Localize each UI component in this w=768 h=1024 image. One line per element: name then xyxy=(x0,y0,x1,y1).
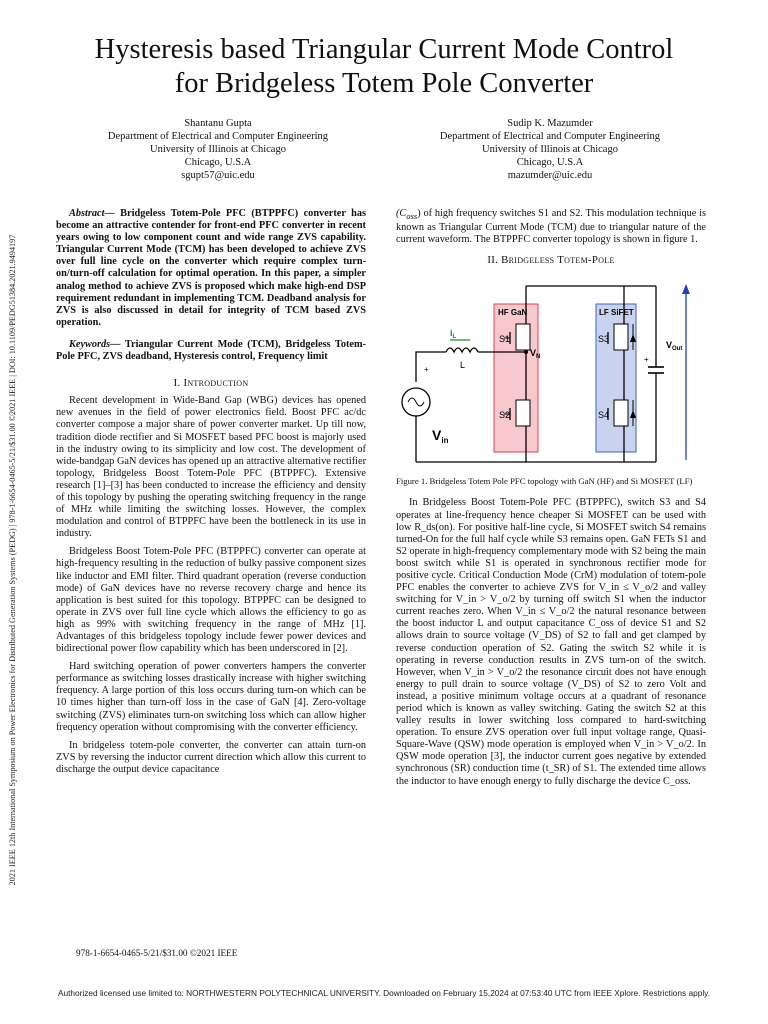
intro-paragraph-1: Recent development in Wide-Band Gap (WBG) devices has opened new avenues in the field of power electronics field. Boost PFC ac/dc converter compose a major share of power converter market. Up till now, tradition diode rectifier and Si MOSFET based PFC boost is majorly used in the industry owing to its simplicity and low cost. The development of wide-bandgap GaN devices has opened up an attractive alternative rectifier topology, Bridgeless Boost Totem-Pole PFC (BTPPFC). Extensive research [1]–[3] has been conducted to increase the efficiency and density of this topology by pushing the operating switching frequency in the range of MHz while limiting the switching losses. However, the complex modulation and control of BTPPFC have been the bottleneck in its use in industry. xyxy=(56,395,366,540)
paper-title xyxy=(40,33,728,101)
author-name: Sudip K. Mazumder xyxy=(507,118,593,129)
right-column xyxy=(396,208,706,794)
figure-1-caption: Figure 1. Bridgeless Totem Pole PFC topology with GaN (HF) and Si MOSFET (LF) xyxy=(396,476,693,487)
keywords-text: Triangular Current Mode (TCM), Bridgeless Totem-Pole PFC, ZVS deadband, Hysteresis control, Frequency limit xyxy=(56,338,366,363)
intro-paragraph-3: Hard switching operation of power converters hampers the converter performance as switching losses drastically increase with higher switching frequency. A large portion of this loss occurs during turn-on which can be 10 times higher than turn-off loss in the case of GaN [4]. Zero-voltage switching (ZVS) eliminates turn-on switching loss which can allow higher frequency operation without compromising with the converter efficiency. xyxy=(56,661,366,733)
section-heading-bridgeless: II. Bridgeless Totem-Pole xyxy=(487,254,615,267)
section-heading-introduction: I. Introduction xyxy=(173,377,249,390)
title-line-2: for Bridgeless Totem Pole Converter xyxy=(174,68,594,99)
author-email[interactable]: sgupt57@uic.edu xyxy=(181,170,255,181)
intro-paragraph-4: In bridgeless totem-pole converter, the converter can attain turn-on ZVS by reversing the inductor current direction which allow this current to discharge the output device capacitance xyxy=(56,739,366,775)
inductor-coil xyxy=(446,348,478,352)
hf-gan-label: HF GaN xyxy=(498,308,528,318)
keywords-label: Keywords— xyxy=(69,338,121,350)
author-dept: Department of Electrical and Computer Engineering xyxy=(439,131,661,142)
vout-arrowhead xyxy=(682,284,690,294)
cap-plus-label: + xyxy=(644,355,649,365)
license-footer: Authorized licensed use limited to: NORTHWESTERN POLYTECHNICAL UNIVERSITY. Downloaded on February 15,2024 at 07:53:40 UTC from IEEE Xplore. Restrictions apply. xyxy=(57,988,711,998)
abstract xyxy=(56,208,366,329)
author-dept: Department of Electrical and Computer Engineering xyxy=(107,131,329,142)
inductor-l-label: L xyxy=(460,360,466,371)
coss-symbol: (C xyxy=(396,208,407,219)
lf-sifet-label: LF SiFET xyxy=(599,308,634,318)
intro-paragraph-2: Bridgeless Boost Totem-Pole PFC (BTPPFC) converter can operate at high-frequency resulting in the reduction of bulky passive component sizes like inductor and EMI filter. Third quadrant operation (reverse conduction mode) of GaN devices have no reverse recovery charge and hence its application is best suited for this topology. BTPPFC can be designed to operate in ZVS over full line cycle which allows the efficiency to go as high as 99% with switching frequency in the range of MHz [1]. Advantages of this bridgeless topology include fewer power devices and bidirectional power flow capability which has been underscored in [2]. xyxy=(56,546,366,655)
source-top-wire xyxy=(416,352,446,382)
s1-label: S1 xyxy=(499,334,511,345)
right-paragraph-0 xyxy=(396,208,706,246)
left-column xyxy=(56,208,366,782)
right-paragraph-1: In Bridgeless Boost Totem-Pole PFC (BTPPFC), switch S3 and S4 operates at line-frequency hence cheaper Si MOSFET can be used with low R_ds(on). For positive half-line cycle, Si MOSFET switch S4 remains turned-On for the full half cycle while S3 remains open. GaN FETs S1 and S2 operate in high-frequency complementary mode with S2 being the main boost switch while S1 is operated in synchronous rectifier mode for positive cycle. Critical Conduction Mode (CrM) modulation of totem-pole PFC enables the converter to achieve ZVS for V_in ≤ V_o/2 and valley switching for V_in > V_o/2 by turning off switch S1 when the inductor current reaches zero. When V_in ≤ V_o/2 the natural resonance between the boost inductor L and output capacitance C_oss of device S1 and S2 allows drain to source voltage (V_DS) of S2 to fall and get clamped by reverse conduction operation of S2. Gating the switch S2 while it is operating in reverse conduction results in ZVS turn-on of the switch. However, when V_in > V_o/2 the resonance circuit does not have enough energy to pull drain to source voltage (V_DS) of S2 to zero Volt and instead, a positive minimum voltage occurs at a quadrant of resonance period which is known as valley switching. Gating the switch S2 at this valley results in lower switching loss compared to hard-switching operation. To ensure ZVS operation over full input voltage range, Quasi-Square-Wave (QSW) mode operation is employed when V_in > V_o/2. In QSW mode operation [3], the inductor current goes negative by extended synchronous (SR) conduction time (t_SR) of S1. The extended time allows the inductor to have enough energy to fully discharge the device C_oss. xyxy=(396,497,706,787)
coss-subscript: oss xyxy=(406,211,418,222)
author-univ: University of Illinois at Chicago xyxy=(150,144,286,155)
il-label: $i_L$ xyxy=(450,328,457,341)
author-block-2 xyxy=(420,117,680,182)
title-line-1: Hysteresis based Triangular Current Mode Control xyxy=(94,34,674,65)
copyright-notice: 978-1-6654-0465-5/21/$31.00 ©2021 IEEE xyxy=(76,948,238,958)
author-block-1 xyxy=(88,117,348,182)
s4-label: S4 xyxy=(598,410,610,421)
author-univ: University of Illinois at Chicago xyxy=(482,144,618,155)
author-city: Chicago, U.S.A xyxy=(184,157,252,168)
figure-1-circuit xyxy=(386,272,716,472)
vin-label: $V_{in}$ xyxy=(432,427,449,446)
abstract-text: Bridgeless Totem-Pole PFC (BTPPFC) converter has become an attractive contender for front-end PFC converter in recent years owing to low component count and wide range ZVS capability. Triangular Current Mode (TCM) has been developed to achieve ZVS over full line cycle on the converter which require complex turn-on/turn-off calculation for optimal operation. In this paper, a simpler analog method to achieve ZVS is proposed which make high-end DSP requirement redundant in implementing TCM. Deadband analysis for ZVS is also discussed in detail for integrity of TCM based ZVS operation. xyxy=(56,208,366,328)
abstract-label: Abstract— xyxy=(69,208,115,219)
s3-label: S3 xyxy=(598,334,610,345)
s2-label: S2 xyxy=(499,410,511,421)
keywords xyxy=(56,339,366,363)
vn-label: $V_N$ xyxy=(530,348,541,361)
vout-label: $V_{Out}$ xyxy=(666,340,683,353)
source-plus-label: + xyxy=(424,365,429,375)
author-email[interactable]: mazumder@uic.edu xyxy=(507,170,593,181)
author-city: Chicago, U.S.A xyxy=(516,157,584,168)
author-name: Shantanu Gupta xyxy=(184,118,252,129)
right-paragraph-0-text: ) of high frequency switches S1 and S2. This modulation technique is known as Triangular Current Mode (TCM) due to triangular nature of the current waveform. The BTPPFC converter topology is shown in figure 1. xyxy=(396,208,706,246)
doi-sidebar: 2021 IEEE 12th International Symposium on Power Electronics for Distributed Generation Systems (PEDG) | 978-1-6654-0465-5/21/$31.00 ©2021 IEEE | DOI: 10.1109/PEDG51384.2021.9494197 xyxy=(8,234,17,886)
